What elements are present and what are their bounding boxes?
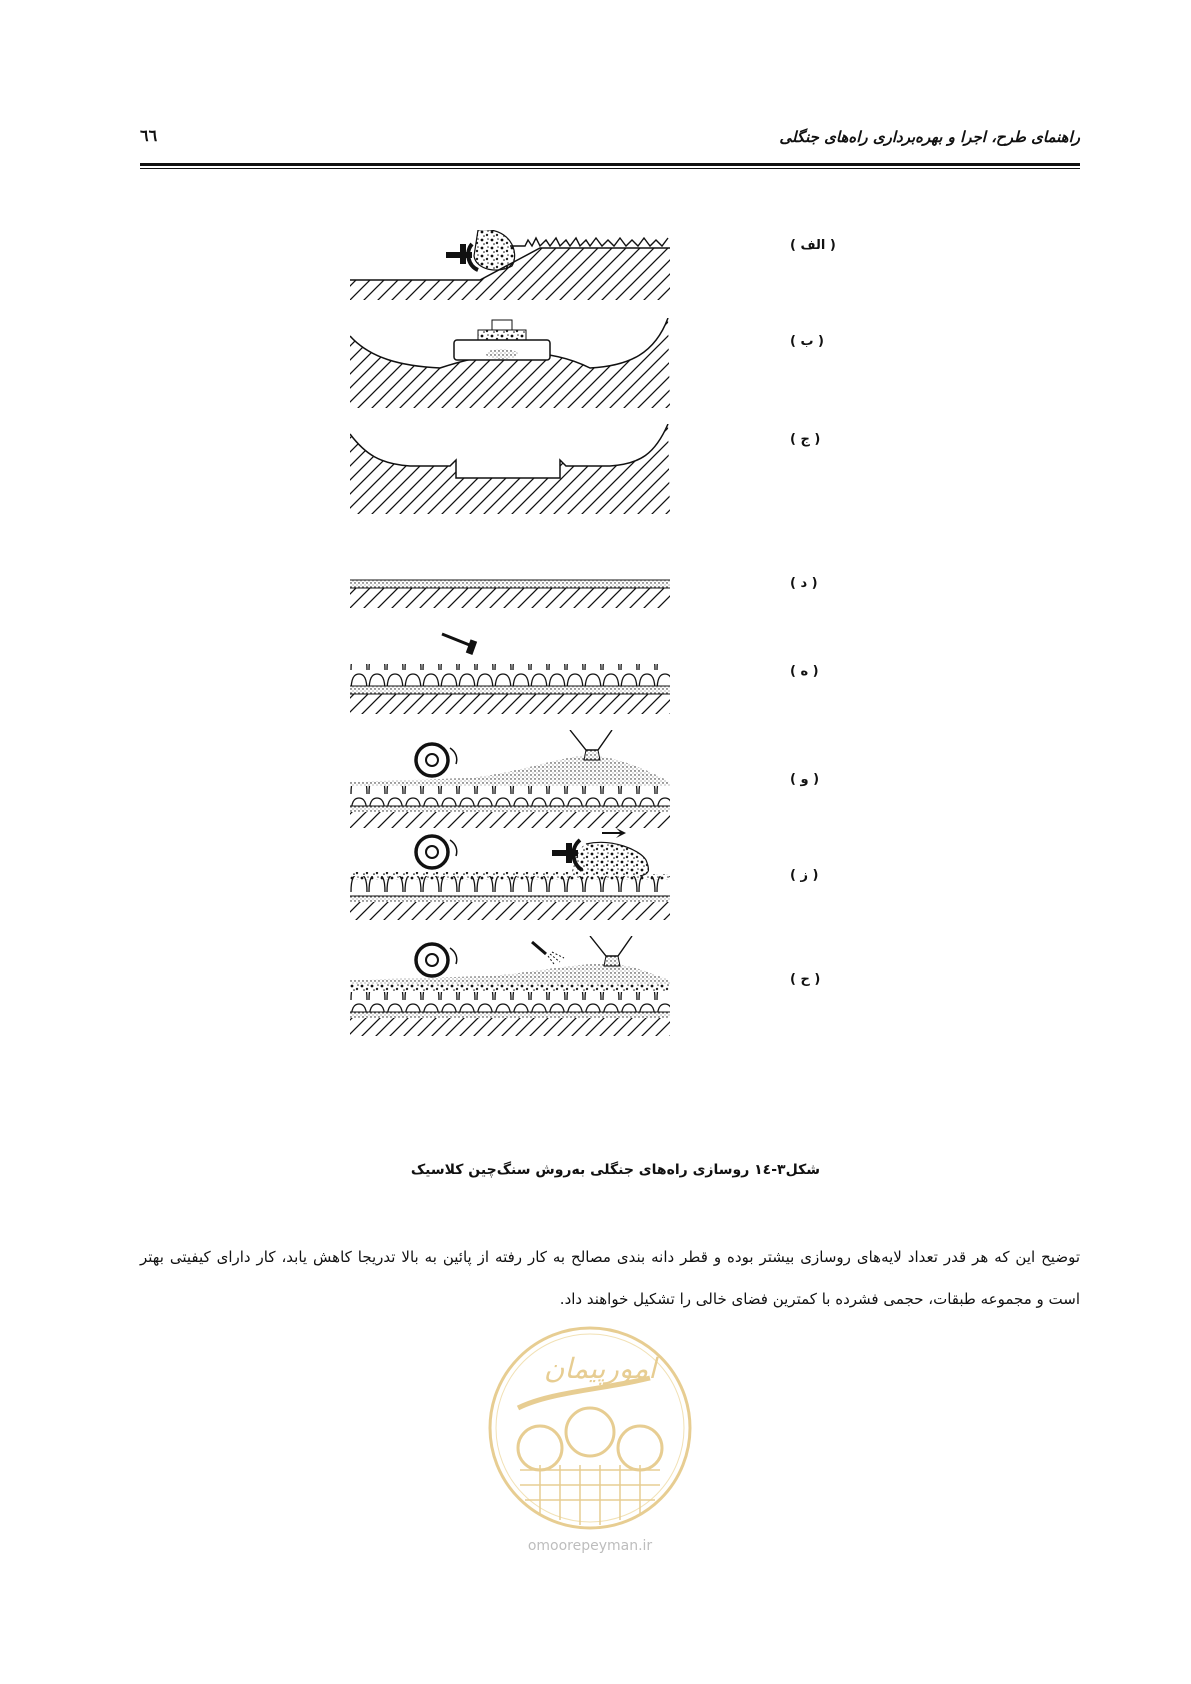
page-header: [140, 128, 1080, 168]
seal-text: امورپیمان: [543, 1352, 657, 1385]
panel-vav-drawing: [350, 730, 680, 830]
header-rule-thin: [140, 168, 1080, 169]
header-rule-thick: [140, 163, 1080, 166]
panel-he-jimi-drawing: [350, 936, 680, 1046]
panel-label: ( ح ): [790, 972, 821, 987]
panel-label: ( د ): [790, 576, 818, 591]
panel-label: ( ب ): [790, 334, 824, 349]
figure-caption: شکل۳-۱٤ روسازی راه‌های جنگلی به‌روش سنگ‌چین کلاسیک: [410, 1162, 820, 1178]
body-paragraph: توضیح این که هر قدر تعداد لایه‌های روسازی بیشتر بوده و قطر دانه بندی مصالح به کار رفته از پائین به بالا تدریجا کاهش یابد، کار دارای کیفیتی بهتر است و مجموعه طبقات، حجمی فشرده با کمترین فضای خالی را تشکیل خواهند داد.: [140, 1248, 1080, 1308]
panel-dal-drawing: [350, 566, 680, 616]
panel-label: ( ه ): [790, 664, 819, 679]
panel-label: ( و ): [790, 772, 820, 787]
road-construction-figure: [340, 230, 860, 1110]
running-title: راهنمای طرح، اجرا و بهره‌برداری راه‌های جنگلی: [779, 128, 1080, 146]
panel-he-drawing: [350, 628, 680, 728]
panel-label: ( ج ): [790, 432, 821, 447]
watermark-seal: [480, 1320, 700, 1560]
panel-label: ( ز ): [790, 868, 819, 883]
panel-jim-drawing: [350, 424, 680, 514]
watermark-url: omoorepeyman.ir: [527, 1538, 653, 1554]
panel-label: ( الف ): [790, 238, 836, 253]
panel-be-drawing: [350, 318, 680, 408]
panel-alef-drawing: [350, 230, 680, 300]
seal-graphic: [480, 1320, 700, 1535]
panel-ze-drawing: [350, 828, 680, 934]
page-number: ٦٦: [140, 126, 158, 145]
